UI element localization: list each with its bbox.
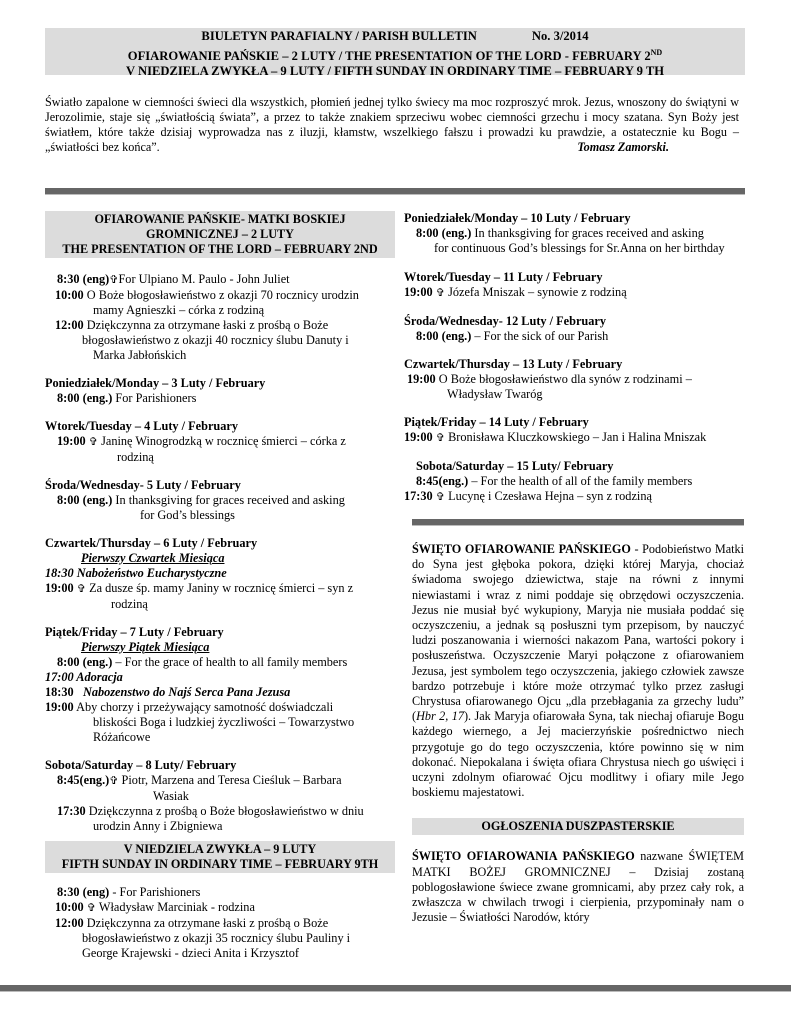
- mass-line: [45, 916, 395, 931]
- mass-line: [404, 474, 744, 489]
- day-block-tuesday: [45, 419, 395, 465]
- cross-icon: ✞: [435, 287, 445, 299]
- mass-intention-cont: błogosławieństwo z okazji 40 rocznicy ślubu Danuty i: [82, 333, 349, 347]
- box-line: V NIEDZIELA ZWYKŁA – 9 LUTY: [123, 842, 317, 856]
- day-heading: Sobota/Saturday – 15 Luty/ February: [416, 459, 614, 473]
- divider: [45, 188, 745, 195]
- mass-line: [404, 285, 744, 301]
- day-block-wednesday: [45, 478, 395, 523]
- divider-bottom: [0, 985, 791, 992]
- mass-intention-cont: Różańcowe: [93, 730, 151, 744]
- day-heading: Piątek/Friday – 14 Luty / February: [404, 415, 589, 429]
- cross-icon: ✞: [109, 775, 119, 787]
- mass-line: [45, 288, 395, 303]
- mass-intention-cont: for continuous God’s blessings for Sr.Anna on her birthday: [434, 241, 725, 255]
- day-heading: Wtorek/Tuesday – 11 Luty / February: [404, 270, 603, 284]
- mass-intention-cont: Wasiak: [153, 789, 189, 803]
- bulletin-title: BIULETYN PARAFIALNY / PARISH BULLETIN: [201, 29, 477, 43]
- sunday-feb9-masses: [45, 885, 395, 961]
- day-heading: Czwartek/Thursday – 13 Luty / February: [404, 357, 623, 371]
- intro-author: Tomasz Zamorski.: [577, 140, 669, 154]
- mass-intention-cont: rodziną: [111, 597, 148, 611]
- mass-time: 8:00 (eng.): [416, 329, 472, 343]
- mass-intention-cont: George Krajewski - dzieci Anita i Krzysztof: [82, 946, 299, 960]
- day-block-friday-14: [404, 415, 744, 446]
- mass-time: 12:00: [55, 318, 84, 332]
- adoration-line: 18:30 Nabożeństwo Eucharystyczne: [45, 566, 227, 580]
- adoration-line: 17:00 Adoracja: [45, 670, 123, 684]
- day-block-thursday: [45, 536, 395, 612]
- mass-intention-cont: Władysław Twaróg: [447, 387, 543, 401]
- cross-icon: ✞: [88, 436, 98, 448]
- announcement-text: nazwane ŚWIĘTEM MATKI BOŻEJ GROMNICZNEJ – Dzisiaj zostaną poblogosławione świece zwane gromnicami, aby przez cały rok, a zwłaszcza w chwilach trwogi i cierpienia, przypominały nam o Jezusie – Światłości Narodów, który: [412, 849, 744, 925]
- header-line-1: [45, 28, 745, 45]
- mass-time: 8:30 (eng): [57, 885, 110, 899]
- scripture-ref: Hbr 2, 17: [416, 709, 464, 724]
- day-block-monday-10: [404, 211, 744, 256]
- mass-time: 8:00 (eng.): [416, 226, 472, 240]
- box-line: GROMNICZNEJ – 2 LUTY: [146, 227, 294, 241]
- mass-intention: - For Parishioners: [112, 885, 201, 899]
- header-line-3: V NIEDZIELA ZWYKŁA – 9 LUTY / FIFTH SUNDAY IN ORDINARY TIME – FEBRUARY 9 TH: [125, 64, 665, 79]
- day-heading: Piątek/Friday – 7 Luty / February: [45, 625, 224, 639]
- mass-time: 8:45(eng.): [416, 474, 469, 488]
- mass-line: [45, 804, 395, 819]
- mass-line: [45, 434, 395, 450]
- mass-intention: Piotr, Marzena and Teresa Cieśluk – Barbara: [121, 773, 342, 787]
- mass-intention: Dziękczynna za otrzymane łaski z prośbą o Boże: [86, 916, 329, 930]
- mass-line: [45, 318, 395, 333]
- mass-time: 8:30 (eng): [57, 272, 110, 286]
- day-block-saturday: [45, 758, 395, 834]
- mass-intention: Józefa Mniszak – synowie z rodziną: [448, 285, 627, 299]
- box-line: OFIAROWANIE PAŃSKIE- MATKI BOSKIEJ: [94, 212, 346, 226]
- day-heading: Sobota/Saturday – 8 Luty/ February: [45, 758, 237, 772]
- mass-line: [45, 272, 395, 288]
- schedule-column-right: [404, 211, 744, 925]
- mass-line: [404, 489, 744, 505]
- day-heading: Środa/Wednesday- 12 Luty / February: [404, 314, 607, 328]
- day-block-monday: [45, 376, 395, 406]
- service-name: Nabozenstwo do Najś Serca Pana Jezusa: [82, 685, 291, 699]
- header-line-2-text: OFIAROWANIE PAŃSKIE – 2 LUTY / THE PRESENTATION OF THE LORD - FEBRUARY 2: [127, 48, 651, 63]
- mass-intention: For Parishioners: [115, 391, 197, 405]
- mass-intention-cont: bliskości Boga i ludzkiej życzliwości – Towarzystwo: [93, 715, 355, 729]
- box-line: FIFTH SUNDAY IN ORDINARY TIME – FEBRUARY 9TH: [61, 857, 379, 871]
- mass-line: [45, 773, 395, 789]
- mass-time: 19:00: [57, 434, 86, 448]
- mass-intention: Janinę Winogrodzką w rocznicę śmierci – córka z: [101, 434, 346, 448]
- mass-time: 18:30: [45, 685, 74, 699]
- mass-intention: Bronisława Kluczkowskiego – Jan i Halina Mniszak: [448, 430, 707, 444]
- schedule-column-left: [45, 211, 395, 961]
- day-block-tuesday-11: [404, 270, 744, 301]
- mass-line: [404, 430, 744, 446]
- section-box-presentation: [45, 211, 395, 258]
- sunday-feb2-masses: [45, 272, 395, 363]
- section-box-fifth-sunday: [45, 841, 395, 873]
- divider: [412, 519, 744, 526]
- feast-text: - Podobieństwo Matki do Syna jest głęboka pokora, dzięki której Maryja, chociaż świadoma swojego dziewictwa, staje na równi z innymi niewiastami i wraz z nimi poddaje się obrzędowi oczyszczenia. Jezus nie musiał być wykupiony, Maryja nie musiała poddać się oczyszczeniu, a jednak są posłuszni tym przepisom, by nauczyć ludzi poszanowania i wierności nakazom Pana, wartości pokory i posłuszeństwa. Oczyszczenie Maryi połączone z ofiarowaniem Jezusa, jest symbolem tego oczyszczenia, jakiego człowiek zawsze bardzo potrzebuje i które może otrzymać tylko przez zasługi Chrystusa ofiarowanego Ojcu „dla przebłagania za grzechy ludu” (: [412, 542, 744, 724]
- day-heading: Wtorek/Tuesday – 4 Luty / February: [45, 419, 239, 433]
- cross-icon: ✞: [109, 274, 119, 286]
- section-box-announcements: [412, 818, 744, 835]
- feast-text-cont: ). Jak Maryja ofiarowała Syna, tak niechaj ofiaruje Bogu każdego wiernego, a Jej macierzyńskie pośrednictwo niech przygotuje go do tego oczyszczenia, które powinno się w nim dokonać. Niepokalana i święta ofiara Chrystusa niech go uświęci i uczyni zdolnym ofiarować Ojcu modlitwy i ofiary mile Jego boskiemu majestatowi.: [412, 709, 744, 800]
- mass-time: 8:00 (eng.): [57, 493, 113, 507]
- day-block-wednesday-12: [404, 314, 744, 344]
- mass-time: 8:00 (eng.): [57, 391, 113, 405]
- mass-time: 8:00 (eng.): [57, 655, 113, 669]
- mass-intention: In thanksgiving for graces received and asking: [474, 226, 704, 240]
- mass-intention: – For the health of all of the family members: [471, 474, 693, 488]
- day-heading: Czwartek/Thursday – 6 Luty / February: [45, 536, 258, 550]
- mass-intention-cont: rodziną: [117, 450, 154, 464]
- announcement-article: [404, 849, 744, 925]
- cross-icon: ✞: [435, 432, 445, 444]
- mass-time: 19:00: [404, 430, 433, 444]
- mass-line: [404, 226, 744, 241]
- first-friday-label: Pierwszy Piątek Miesiąca: [81, 640, 210, 654]
- feast-title: ŚWIĘTO OFIAROWANIE PAŃSKIEGO: [412, 542, 631, 556]
- header-line-2: [45, 45, 745, 65]
- cross-icon: ✞: [86, 902, 96, 914]
- announcement-title: ŚWIĘTO OFIAROWANIA PAŃSKIEGO: [412, 849, 635, 864]
- mass-time: 19:00: [407, 372, 436, 386]
- service-line: [45, 685, 395, 700]
- issue-number: No. 3/2014: [531, 29, 589, 43]
- mass-intention: Aby chorzy i przeżywający samotność doświadczali: [76, 700, 334, 714]
- intro-paragraph: [45, 95, 739, 155]
- box-line: THE PRESENTATION OF THE LORD – FEBRUARY 2ND: [62, 242, 378, 256]
- mass-time: 17:30: [404, 489, 433, 503]
- mass-line: [45, 493, 395, 508]
- mass-time: 19:00: [404, 285, 433, 299]
- mass-line: [45, 900, 395, 916]
- mass-time: 10:00: [55, 900, 84, 914]
- mass-line: [404, 329, 744, 344]
- day-heading: Środa/Wednesday- 5 Luty / February: [45, 478, 241, 492]
- day-heading: Poniedziałek/Monday – 3 Luty / February: [45, 376, 266, 390]
- mass-time: 12:00: [55, 916, 84, 930]
- cross-icon: ✞: [435, 491, 445, 503]
- feast-article: [404, 542, 744, 800]
- day-block-thursday-13: [404, 357, 744, 402]
- mass-intention: Dziękczynna z prośbą o Boże błogosławieństwo w dniu: [88, 804, 364, 818]
- day-block-friday: [45, 625, 395, 745]
- mass-line: [45, 885, 395, 900]
- mass-intention: – For the grace of health to all family members: [115, 655, 348, 669]
- header-line-2-sup: ND: [650, 47, 663, 57]
- mass-line: [45, 391, 395, 406]
- mass-intention: O Boże błogosławieństwo z okazji 70 rocznicy urodzin: [86, 288, 359, 302]
- mass-intention-cont: for God’s blessings: [140, 508, 235, 522]
- box-line: OGŁOSZENIA DUSZPASTERSKIE: [481, 819, 675, 834]
- day-block-saturday-15: [404, 459, 744, 505]
- mass-intention: – For the sick of our Parish: [474, 329, 609, 343]
- mass-line: [45, 700, 395, 715]
- mass-intention: Władysław Marciniak - rodzina: [98, 900, 255, 914]
- intro-text: Światło zapalone w ciemności świeci dla wszystkich, płomień jednej tylko świecy ma moc rozproszyć mrok. Jezus, wnoszony do świątyni w Jerozolimie, staje się „światłością świata”, a przez to także znakiem sprzeciwu wobec ciemności grzechu i mocy szatana. Syn Boży jest światłem, które także dzisiaj wyprowadza nas z iluzji, kłamstw, wszelkiego fałszu i prowadzi ku prawdzie, a ostatecznie ku Bogu – „światłości bez końca”.: [45, 95, 739, 154]
- mass-time: 19:00: [45, 700, 74, 714]
- mass-line: [45, 581, 395, 597]
- mass-intention-cont: Marka Jabłońskich: [93, 348, 187, 362]
- mass-intention: For Ulpiano M. Paulo - John Juliet: [118, 272, 290, 286]
- mass-intention-cont: mamy Agnieszki – córka z rodziną: [93, 303, 265, 317]
- mass-intention: Dziękczynna za otrzymane łaski z prośbą o Boże: [86, 318, 329, 332]
- mass-line: [45, 655, 395, 670]
- mass-intention: O Boże błogosławieństwo dla synów z rodzinami –: [438, 372, 692, 386]
- cross-icon: ✞: [76, 583, 86, 595]
- mass-intention: Lucynę i Czesława Hejna – syn z rodziną: [448, 489, 652, 503]
- mass-time: 10:00: [55, 288, 84, 302]
- mass-time: 19:00: [45, 581, 74, 595]
- first-thursday-label: Pierwszy Czwartek Miesiąca: [81, 551, 225, 565]
- day-heading: Poniedziałek/Monday – 10 Luty / February: [404, 211, 631, 225]
- mass-time: 8:45(eng.): [57, 773, 110, 787]
- mass-intention-cont: błogosławieństwo z okazji 35 rocznicy ślubu Pauliny i: [82, 931, 351, 945]
- mass-intention: In thanksgiving for graces received and asking: [115, 493, 345, 507]
- mass-intention-cont: urodzin Anny i Zbigniewa: [93, 819, 223, 833]
- bulletin-header: [45, 28, 745, 79]
- mass-line: [404, 372, 744, 387]
- mass-intention: Za dusze śp. mamy Janiny w rocznicę śmierci – syn z: [89, 581, 354, 595]
- mass-time: 17:30: [57, 804, 86, 818]
